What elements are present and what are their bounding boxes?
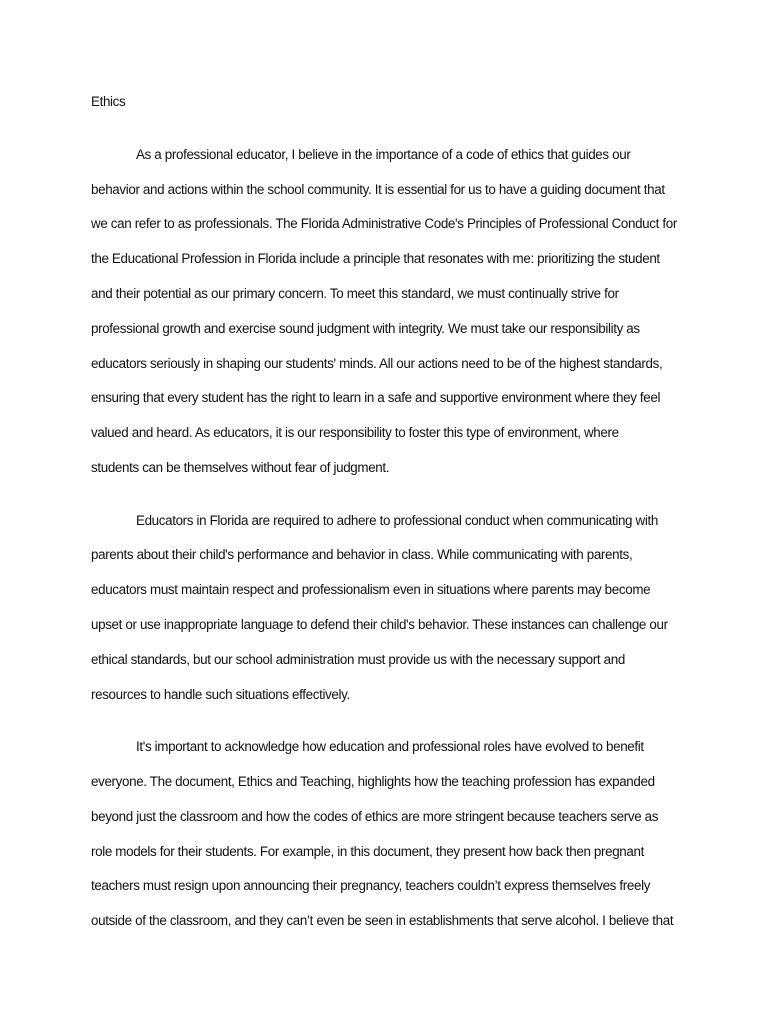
paragraph-1-line-10: students can be themselves without fear of judgment. — [91, 460, 390, 475]
paragraph-3-line-3: beyond just the classroom and how the codes of ethics are more stringent because teachers serve as — [91, 809, 659, 824]
paragraph-1-line-2: behavior and actions within the school community. It is essential for us to have a guiding document that — [91, 182, 665, 197]
paragraph-2-line-1: Educators in Florida are required to adhere to professional conduct when communicating with — [136, 513, 658, 528]
paragraph-2-line-5: ethical standards, but our school administration must provide us with the necessary support and — [91, 652, 625, 667]
paragraph-1-line-6: professional growth and exercise sound judgment with integrity. We must take our responsibility as — [91, 321, 640, 336]
paragraph-3-line-1: It's important to acknowledge how education and professional roles have evolved to benefit — [136, 739, 644, 754]
document-title: Ethics — [91, 94, 126, 109]
paragraph-3-line-6: outside of the classroom, and they can’t even be seen in establishments that serve alcohol. I believe that — [91, 913, 674, 928]
paragraph-3-line-2: everyone. The document, Ethics and Teaching, highlights how the teaching profession has expanded — [91, 774, 655, 789]
paragraph-3-line-4: role models for their students. For example, in this document, they present how back then pregnant — [91, 844, 644, 859]
paragraph-2-line-4: upset or use inappropriate language to defend their child's behavior. These instances can challenge our — [91, 617, 668, 632]
paragraph-3-line-5: teachers must resign upon announcing their pregnancy, teachers couldn’t express themselves freely — [91, 878, 651, 893]
paragraph-1-line-3: we can refer to as professionals. The Florida Administrative Code's Principles of Professional Conduct for — [91, 216, 677, 231]
paragraph-1-line-9: valued and heard. As educators, it is our responsibility to foster this type of environment, where — [91, 425, 619, 440]
paragraph-2-line-2: parents about their child's performance and behavior in class. While communicating with parents, — [91, 547, 633, 562]
paragraph-1-line-8: ensuring that every student has the right to learn in a safe and supportive environment where they feel — [91, 390, 661, 405]
paragraph-2-line-6: resources to handle such situations effectively. — [91, 687, 350, 702]
paragraph-1-line-1: As a professional educator, I believe in the importance of a code of ethics that guides our — [136, 147, 631, 162]
paragraph-1-line-4: the Educational Profession in Florida include a principle that resonates with me: prioritizing the student — [91, 251, 660, 266]
paragraph-1-line-7: educators seriously in shaping our students' minds. All our actions need to be of the highest standards, — [91, 356, 663, 371]
paragraph-1-line-5: and their potential as our primary concern. To meet this standard, we must continually strive for — [91, 286, 619, 301]
paragraph-2-line-3: educators must maintain respect and professionalism even in situations where parents may become — [91, 582, 651, 597]
